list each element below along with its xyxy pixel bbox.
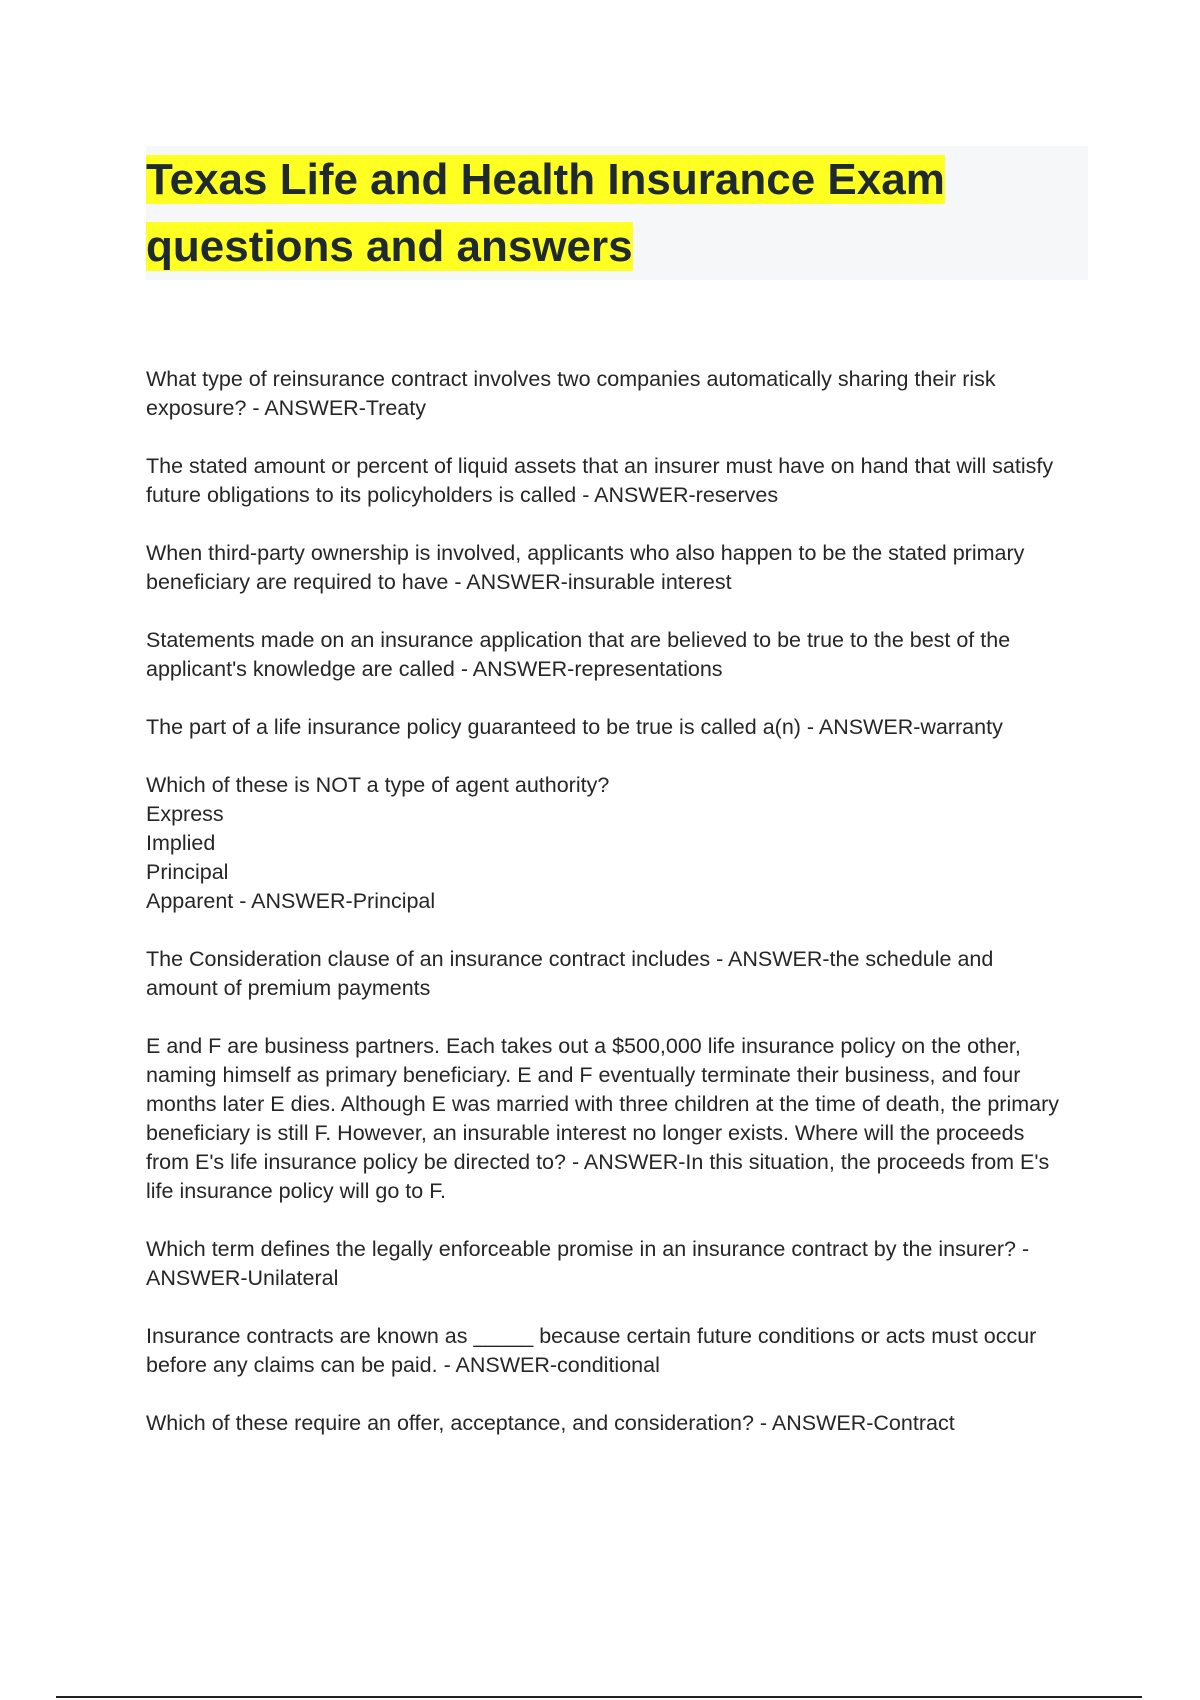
page-bottom-rule	[56, 1696, 1142, 1698]
page-title-line-2: questions and answers	[146, 222, 633, 271]
qa-item: When third-party ownership is involved, applicants who also happen to be the stated primary beneficiary are required to have - ANSWER-insurable interest	[146, 541, 1025, 594]
qa-item: The Consideration clause of an insurance contract includes - ANSWER-the schedule and amount of premium payments	[146, 947, 994, 1000]
qa-item: Which of these require an offer, acceptance, and consideration? - ANSWER-Contract	[146, 1411, 955, 1435]
title-box	[146, 146, 1088, 280]
qa-item: Which term defines the legally enforceable promise in an insurance contract by the insurer? - ANSWER-Unilateral	[146, 1237, 1030, 1290]
qa-item: Insurance contracts are known as _____ because certain future conditions or acts must occur before any claims can be paid. - ANSWER-conditional	[146, 1324, 1037, 1377]
qa-item: E and F are business partners. Each takes out a $500,000 life insurance policy on the other, naming himself as primary beneficiary. E and F eventually terminate their business, and four months later E dies. Although E was married with three children at the time of death, the primary beneficiary is still F. However, an insurable interest no longer exists. Where will the proceeds from E's life insurance policy be directed to? - ANSWER-In this situation, the proceeds from E's life insurance policy will go to F.	[146, 1034, 1060, 1203]
qa-item: The stated amount or percent of liquid assets that an insurer must have on hand that will satisfy future obligations to its policyholders is called - ANSWER-reserves	[146, 454, 1054, 507]
qa-item: The part of a life insurance policy guaranteed to be true is called a(n) - ANSWER-warranty	[146, 715, 1003, 739]
page-title	[146, 146, 1088, 280]
qa-item: Which of these is NOT a type of agent authority? Express Implied Principal Apparent - ANSWER-Principal	[146, 773, 610, 913]
qa-list	[146, 365, 1096, 1467]
qa-item: Statements made on an insurance application that are believed to be true to the best of the applicant's knowledge are called - ANSWER-representations	[146, 628, 1011, 681]
page-title-line-1: Texas Life and Health Insurance Exam	[146, 155, 945, 204]
qa-item: What type of reinsurance contract involves two companies automatically sharing their risk exposure? - ANSWER-Treaty	[146, 367, 996, 420]
